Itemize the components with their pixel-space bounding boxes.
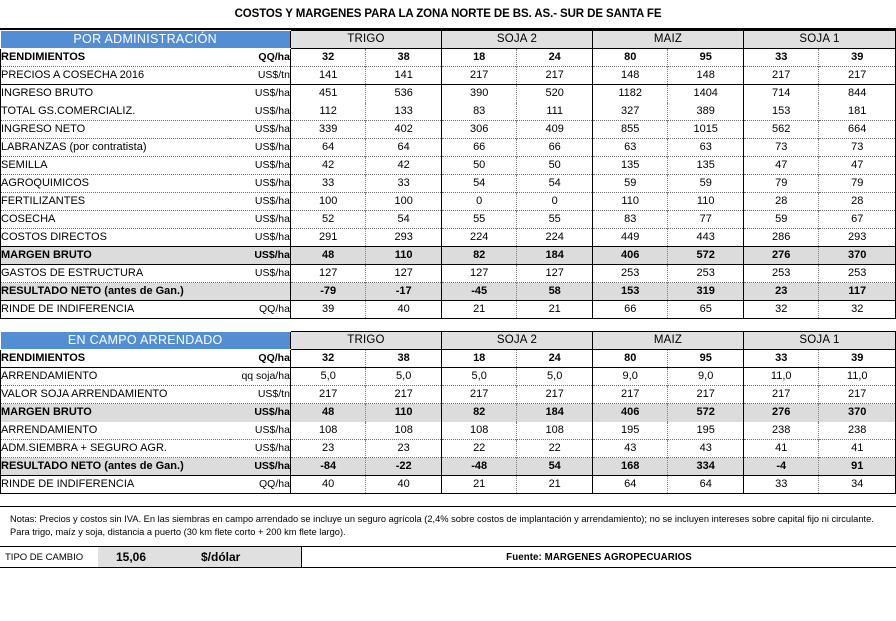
data-cell: 32	[743, 301, 819, 319]
data-cell: 153	[592, 283, 668, 301]
data-cell: 83	[592, 211, 668, 229]
row-label: RENDIMIENTOS	[1, 350, 231, 368]
data-cell: 293	[819, 229, 896, 247]
row-unit: QQ/ha	[230, 350, 290, 368]
row-unit	[230, 283, 290, 301]
data-cell: 21	[517, 476, 593, 494]
data-cell: 34	[819, 476, 896, 494]
data-cell: 48	[290, 404, 366, 422]
data-cell: 117	[819, 283, 896, 301]
data-cell: 217	[592, 386, 668, 404]
data-cell: 50	[517, 157, 593, 175]
data-cell: 5,0	[290, 368, 366, 386]
data-cell: 664	[819, 121, 896, 139]
data-cell: 43	[668, 440, 744, 458]
row-unit: US$/ha	[230, 247, 290, 265]
data-cell: 402	[366, 121, 442, 139]
exchange-rate-label: TIPO DE CAMBIO	[5, 551, 84, 563]
row-label: AGROQUIMICOS	[1, 175, 231, 193]
data-cell: 23	[743, 283, 819, 301]
data-cell: 33	[743, 476, 819, 494]
row-label: RESULTADO NETO (antes de Gan.)	[1, 283, 231, 301]
table-row	[1, 350, 896, 368]
data-cell: 28	[743, 193, 819, 211]
table-row	[1, 175, 896, 193]
row-label: FERTILIZANTES	[1, 193, 231, 211]
data-cell: 33	[290, 175, 366, 193]
data-cell: 153	[743, 103, 819, 121]
row-unit: US$/tn	[230, 386, 290, 404]
data-cell: 108	[517, 422, 593, 440]
data-cell: 291	[290, 229, 366, 247]
data-cell: 844	[819, 85, 896, 103]
table2-title-cell: EN CAMPO ARRENDADO	[1, 332, 291, 350]
data-cell: 43	[592, 440, 668, 458]
data-cell: 286	[743, 229, 819, 247]
data-cell: 41	[819, 440, 896, 458]
exchange-rate-unit: $/dólar	[186, 547, 301, 567]
data-cell: 47	[819, 157, 896, 175]
table-row	[1, 422, 896, 440]
data-cell: 59	[743, 211, 819, 229]
data-cell: 64	[366, 139, 442, 157]
data-cell: 23	[290, 440, 366, 458]
data-cell: 38	[366, 49, 442, 67]
row-unit: US$/ha	[230, 193, 290, 211]
row-unit: US$/ha	[230, 422, 290, 440]
data-cell: 224	[441, 229, 517, 247]
data-cell: 135	[668, 157, 744, 175]
data-cell: 66	[592, 301, 668, 319]
data-cell: -79	[290, 283, 366, 301]
table2-crop-header-maiz: MAIZ	[592, 332, 743, 350]
data-cell: 39	[819, 350, 896, 368]
data-cell: 184	[517, 247, 593, 265]
data-cell: 451	[290, 85, 366, 103]
data-cell: 112	[319, 104, 337, 117]
data-cell: 32	[290, 49, 366, 67]
data-cell: 91	[819, 458, 896, 476]
data-cell: 520	[517, 85, 593, 103]
data-cell: 334	[668, 458, 744, 476]
data-cell: 127	[441, 265, 517, 283]
table-gap	[0, 319, 896, 331]
row-label: MARGEN BRUTO	[1, 404, 231, 422]
data-cell: 59	[592, 175, 668, 193]
data-cell: 79	[819, 175, 896, 193]
data-cell: 238	[819, 422, 896, 440]
data-cell: 42	[290, 157, 366, 175]
table1-crop-header-trigo: TRIGO	[290, 31, 441, 49]
data-cell: 141	[290, 67, 366, 85]
data-cell: 33	[366, 175, 442, 193]
data-cell: -48	[441, 458, 517, 476]
data-cell: 24	[517, 49, 593, 67]
row-label: VALOR SOJA ARRENDAMIENTO	[1, 386, 231, 404]
data-cell: 64	[592, 476, 668, 494]
data-cell: 58	[517, 283, 593, 301]
data-cell: 18	[441, 350, 517, 368]
data-cell: 293	[366, 229, 442, 247]
row-label: SEMILLA	[1, 157, 231, 175]
data-cell: 409	[517, 121, 593, 139]
data-cell: 21	[517, 301, 593, 319]
exchange-rate-value: 15,06	[98, 547, 186, 567]
row-label: ADM.SIEMBRA + SEGURO AGR.	[1, 440, 231, 458]
data-cell: 79	[743, 175, 819, 193]
table-row	[1, 103, 896, 121]
table-row	[1, 85, 896, 103]
data-cell: 217	[517, 386, 593, 404]
data-cell: 217	[743, 67, 819, 85]
data-cell: 1182	[592, 85, 668, 103]
table-row	[1, 67, 896, 85]
row-unit: US$/ha	[230, 211, 290, 229]
table-row	[1, 386, 896, 404]
data-cell: 38	[366, 350, 442, 368]
data-cell: 238	[743, 422, 819, 440]
row-unit: QQ/ha	[230, 49, 290, 67]
table-row	[1, 121, 896, 139]
data-cell: 54	[441, 175, 517, 193]
data-cell: -4	[743, 458, 819, 476]
data-cell: 21	[441, 476, 517, 494]
table-row	[1, 440, 896, 458]
row-unit: qq soja/ha	[230, 368, 290, 386]
row-unit: QQ/ha	[230, 301, 290, 319]
data-cell: 217	[668, 386, 744, 404]
row-unit: US$/ha	[230, 404, 290, 422]
data-cell: 306	[441, 121, 517, 139]
data-cell: 66	[441, 139, 517, 157]
data-cell: 22	[441, 440, 517, 458]
data-cell: 54	[517, 175, 593, 193]
data-cell: 110	[366, 404, 442, 422]
data-cell: 39	[290, 301, 366, 319]
data-cell: 168	[592, 458, 668, 476]
data-cell: 82	[441, 247, 517, 265]
data-cell: 95	[668, 49, 744, 67]
row-unit: US$/ha	[230, 265, 290, 283]
footer-gap	[0, 494, 896, 506]
data-cell: 217	[441, 386, 517, 404]
data-cell: 443	[668, 229, 744, 247]
row-label: RINDE DE INDIFERENCIA	[1, 476, 231, 494]
data-cell: 32	[290, 350, 366, 368]
table2-header-row	[1, 332, 896, 350]
data-cell: 217	[441, 67, 517, 85]
data-cell: 22	[517, 440, 593, 458]
data-cell: 253	[743, 265, 819, 283]
data-cell: 110	[592, 193, 668, 211]
data-cell: 110	[366, 247, 442, 265]
table2-crop-header-soja1: SOJA 1	[743, 332, 895, 350]
table-por-administracion	[0, 30, 896, 319]
row-label: ARRENDAMIENTO	[1, 422, 231, 440]
data-cell: 572	[668, 404, 744, 422]
data-cell: 63	[668, 139, 744, 157]
data-cell: 21	[441, 301, 517, 319]
data-cell: 18	[441, 49, 517, 67]
table-row	[1, 265, 896, 283]
data-cell: 33	[743, 49, 819, 67]
row-label: RESULTADO NETO (antes de Gan.)	[1, 458, 231, 476]
row-label: COSECHA	[1, 211, 231, 229]
row-unit: US$/ha	[230, 85, 290, 103]
row-unit: US$/ha	[230, 157, 290, 175]
table-row	[1, 247, 896, 265]
row-label: LABRANZAS (por contratista)	[1, 139, 231, 157]
data-cell: -22	[366, 458, 442, 476]
data-cell: -84	[290, 458, 366, 476]
data-cell: 64	[668, 476, 744, 494]
row-unit: US$/ha	[230, 440, 290, 458]
data-cell: 714	[743, 85, 819, 103]
table-row	[1, 157, 896, 175]
data-cell: 111	[517, 103, 593, 121]
data-cell: 5,0	[441, 368, 517, 386]
row-label: MARGEN BRUTO	[1, 247, 231, 265]
data-cell: 855	[592, 121, 668, 139]
data-cell: 148	[592, 67, 668, 85]
table-row	[1, 229, 896, 247]
data-cell: 127	[366, 265, 442, 283]
data-cell: 11,0	[819, 368, 896, 386]
row-label: TOTAL GS.COMERCIALIZ.	[1, 103, 231, 121]
data-cell: 327	[592, 103, 668, 121]
data-cell: 389	[668, 103, 744, 121]
data-cell: 50	[441, 157, 517, 175]
data-cell: 24	[517, 350, 593, 368]
row-label: GASTOS DE ESTRUCTURA	[1, 265, 231, 283]
footnotes: Notas: Precios y costos sin IVA. En las siembras en campo arrendado se incluye un seguro agrícola (2,4% sobre costos de implantación y arrendamiento); no se incluyen intereses sobre capital fijo ni circulante. Para trigo, maíz y soja, distancia a puerto (30 km flete corto + 200 km flete largo).	[0, 506, 896, 546]
data-cell: 39	[819, 49, 896, 67]
data-cell: 63	[592, 139, 668, 157]
table1-crop-header-soja1: SOJA 1	[743, 31, 895, 49]
data-cell: 100	[366, 193, 442, 211]
data-cell: 66	[517, 139, 593, 157]
row-label: ARRENDAMIENTO	[1, 368, 231, 386]
row-label: INGRESO BRUTO	[1, 85, 231, 103]
data-cell: 339	[290, 121, 366, 139]
data-cell: 5,0	[366, 368, 442, 386]
data-cell: 253	[819, 265, 896, 283]
data-cell: 217	[819, 386, 896, 404]
data-cell: 54	[366, 211, 442, 229]
data-cell: 449	[592, 229, 668, 247]
data-cell: 253	[668, 265, 744, 283]
row-unit: QQ/ha	[230, 476, 290, 494]
data-cell: 67	[819, 211, 896, 229]
data-cell: 64	[290, 139, 366, 157]
data-cell: 82	[441, 404, 517, 422]
data-cell: 217	[290, 386, 366, 404]
data-cell: 127	[290, 265, 366, 283]
data-cell: 217	[743, 386, 819, 404]
data-cell: 55	[441, 211, 517, 229]
data-cell: 40	[366, 301, 442, 319]
data-cell: 48	[290, 247, 366, 265]
data-cell: 572	[668, 247, 744, 265]
bottom-bar	[0, 546, 896, 568]
data-cell: 95	[668, 350, 744, 368]
data-cell: 73	[819, 139, 896, 157]
table1-header-row	[1, 31, 896, 49]
data-cell: 33	[743, 350, 819, 368]
data-cell: 224	[517, 229, 593, 247]
table2-crop-header-trigo: TRIGO	[290, 332, 441, 350]
table-row	[1, 404, 896, 422]
data-cell: 47	[743, 157, 819, 175]
data-cell: 133	[366, 103, 442, 121]
data-cell: 110	[668, 193, 744, 211]
data-cell: 108	[366, 422, 442, 440]
data-cell: 9,0	[668, 368, 744, 386]
data-cell: 40	[366, 476, 442, 494]
table-row	[1, 301, 896, 319]
data-cell: 276	[743, 247, 819, 265]
data-cell: 32	[819, 301, 896, 319]
data-cell: 108	[441, 422, 517, 440]
table1-title-cell: POR ADMINISTRACIÓN	[1, 31, 291, 49]
data-cell: 319	[668, 283, 744, 301]
data-cell: 370	[819, 404, 896, 422]
data-cell: 77	[668, 211, 744, 229]
table-row	[1, 476, 896, 494]
data-cell: 127	[517, 265, 593, 283]
table-row	[1, 49, 896, 67]
data-cell: 276	[743, 404, 819, 422]
table-row	[1, 283, 896, 301]
data-cell: 217	[366, 386, 442, 404]
data-cell: 65	[668, 301, 744, 319]
data-cell: 253	[592, 265, 668, 283]
row-unit: US$/ha	[230, 121, 290, 139]
row-label: RINDE DE INDIFERENCIA	[1, 301, 231, 319]
source-credit: Fuente: MARGENES AGROPECUARIOS	[506, 551, 692, 563]
data-cell: 406	[592, 404, 668, 422]
data-cell: 406	[592, 247, 668, 265]
row-unit: US$/ha	[230, 175, 290, 193]
table-row	[1, 139, 896, 157]
row-label: RENDIMIENTOS	[1, 49, 231, 67]
data-cell: 184	[517, 404, 593, 422]
data-cell: 217	[517, 67, 593, 85]
data-cell: 195	[592, 422, 668, 440]
data-cell: 108	[318, 423, 338, 436]
data-cell: 217	[819, 67, 896, 85]
table-row	[1, 458, 896, 476]
data-cell: 52	[290, 211, 366, 229]
data-cell: 562	[743, 121, 819, 139]
row-label: COSTOS DIRECTOS	[1, 229, 231, 247]
table-row	[1, 193, 896, 211]
data-cell: 11,0	[743, 368, 819, 386]
page-title: COSTOS Y MARGENES PARA LA ZONA NORTE DE BS. AS.- SUR DE SANTA FE	[234, 8, 662, 20]
data-cell: 390	[441, 85, 517, 103]
data-cell: 28	[819, 193, 896, 211]
data-cell: 1015	[668, 121, 744, 139]
table-en-campo-arrendado	[0, 331, 896, 494]
table-row	[1, 211, 896, 229]
data-cell: 9,0	[592, 368, 668, 386]
data-cell: 55	[517, 211, 593, 229]
data-cell: 100	[290, 193, 366, 211]
row-label: INGRESO NETO	[1, 121, 231, 139]
data-cell: 5,0	[517, 368, 593, 386]
data-cell: 370	[819, 247, 896, 265]
data-cell: 73	[743, 139, 819, 157]
data-cell: 141	[366, 67, 442, 85]
data-cell: 80	[592, 350, 668, 368]
table-row	[1, 368, 896, 386]
data-cell: 536	[366, 85, 442, 103]
data-cell: 59	[668, 175, 744, 193]
data-cell: -45	[441, 283, 517, 301]
data-cell: 83	[441, 103, 517, 121]
row-unit: US$/tn	[230, 67, 290, 85]
data-cell: 1404	[668, 85, 744, 103]
data-cell: 135	[592, 157, 668, 175]
data-cell: 41	[743, 440, 819, 458]
data-cell: -17	[366, 283, 442, 301]
data-cell: 148	[668, 67, 744, 85]
data-cell: 181	[819, 103, 896, 121]
row-unit: US$/ha	[230, 229, 290, 247]
row-label: PRECIOS A COSECHA 2016	[1, 67, 231, 85]
table1-crop-header-soja2: SOJA 2	[441, 31, 592, 49]
row-unit: US$/ha	[230, 103, 290, 121]
data-cell: 40	[290, 476, 366, 494]
table2-crop-header-soja2: SOJA 2	[441, 332, 592, 350]
data-cell: 195	[668, 422, 744, 440]
row-unit: US$/ha	[230, 458, 290, 476]
data-cell: 0	[517, 193, 593, 211]
table1-crop-header-maiz: MAIZ	[592, 31, 743, 49]
data-cell: 54	[517, 458, 593, 476]
data-cell: 80	[592, 49, 668, 67]
row-unit: US$/ha	[230, 139, 290, 157]
data-cell: 0	[441, 193, 517, 211]
data-cell: 42	[366, 157, 442, 175]
data-cell: 23	[366, 440, 442, 458]
